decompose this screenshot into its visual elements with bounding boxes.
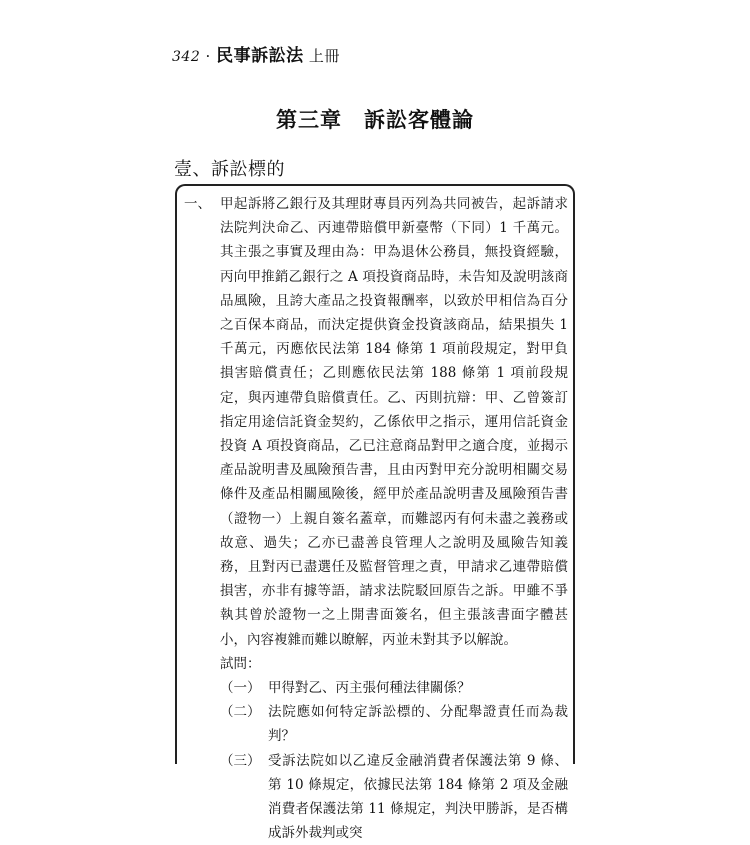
question-body bbox=[184, 192, 568, 845]
question-marker: 一、 bbox=[184, 196, 211, 212]
volume-label: 上冊 bbox=[308, 47, 340, 65]
page-number: 342 bbox=[172, 49, 201, 65]
sub-question-text: 受訴法院如以乙違反金融消費者保護法第 9 條、第 10 條規定，依據民法第 184 條第 2 項及金融消費者保護法第 11 條規定，判決甲勝訴，是否構成訴外裁判或突 bbox=[268, 752, 568, 842]
ask-label: 試問： bbox=[220, 655, 261, 672]
header-separator: · bbox=[205, 47, 211, 65]
question-item bbox=[184, 192, 568, 652]
question-facts: 甲起訴將乙銀行及其理財專員丙列為共同被告，起訴請求法院判決命乙、丙連帶賠償甲新臺幣（下同）1 千萬元。其主張之事實及理由為：甲為退休公務員，無投資經驗，丙向甲推銷乙銀行之 A 項投資商品時，未告知及說明該商品風險，且誇大產品之投資報酬率，以致於甲相信為百分之百保本商品，而決定提供資金投資該商品，結果損失 1 千萬元，丙應依民法第 184 條第 1 項前段規定，對甲負損害賠償責任；乙則應依民法第 188 條第 1 項前段規定，與丙連帶負賠償責任。乙、丙則抗辯：甲、乙曾簽訂指定用途信託資金契約，乙係依甲之指示，運用信託資金投資 A 項投資商品，乙已注意商品對甲之適合度，並揭示產品說明書及風險預告書，且由丙對甲充分說明相關交易條件及產品相關風險後，經甲於產品說明書及風險預告書（證物一）上親自簽名蓋章，而難認丙有何未盡之義務或故意、過失；乙亦已盡善良管理人之說明及風險告知義務，且對丙已盡選任及監督管理之責，甲請求乙連帶賠償損害，亦非有據等語，請求法院駁回原告之訴。甲雖不爭執其曾於證物一之上開書面簽名，但主張該書面字體甚小，內容複雜而難以瞭解，丙並未對其予以解說。 bbox=[220, 196, 568, 648]
section-heading: 壹、訴訟標的 bbox=[174, 159, 285, 180]
running-header bbox=[172, 41, 340, 66]
sub-question-marker: （三） bbox=[220, 752, 261, 769]
sub-question-text: 甲得對乙、丙主張何種法律關係？ bbox=[268, 680, 471, 697]
book-title: 民事訴訟法 bbox=[216, 46, 304, 66]
sub-question bbox=[184, 700, 568, 748]
sub-question bbox=[184, 676, 568, 700]
chapter-title: 第三章 訴訟客體論 bbox=[276, 108, 474, 132]
sub-question bbox=[184, 749, 568, 845]
sub-question-marker: （一） bbox=[220, 680, 261, 697]
sub-question-marker: （二） bbox=[220, 704, 261, 721]
sub-question-text: 法院應如何特定訴訟標的、分配舉證責任而為裁判？ bbox=[268, 704, 568, 745]
